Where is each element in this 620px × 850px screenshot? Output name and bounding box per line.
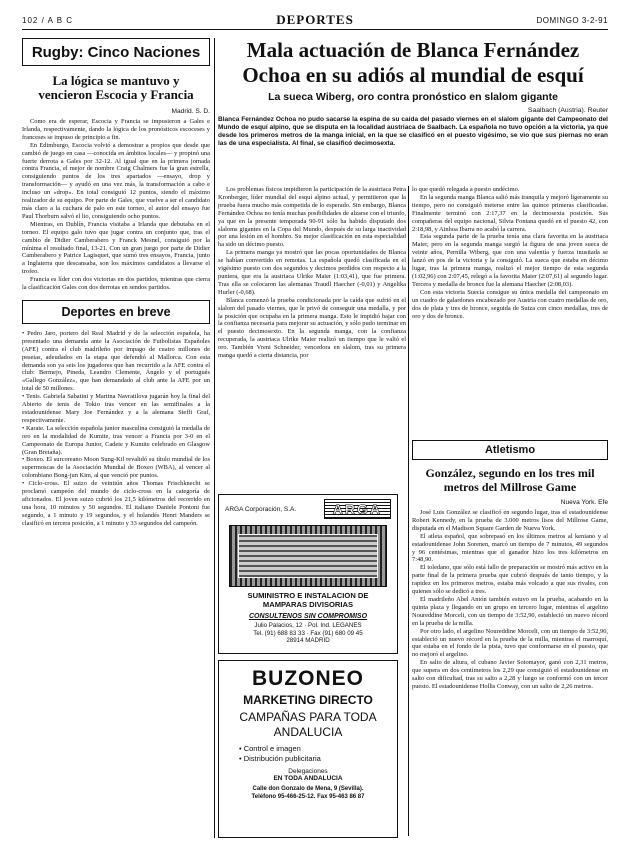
ochoa-body-right xyxy=(412,186,608,434)
paragraph: En salto de altura, el cubano Javier Sotomayor, ganó con 2,31 metros, que supera en dos centímetros los 2,29 que consiguió el estadounidense en salto con dificultad, tras su salto a 2,28 y luego se conformó con un tercer puesto. El estadounidense Hollis Conway, con un salto de 2,26 metros. xyxy=(412,659,608,690)
brief-item: • Boxeo. El surcoreano Moon Sung-Kil revalidó su título mundial de los supermoscas de la Asociación Mundial de Boxeo (WBA), al vencer al colombiano Bong-jun Kim, al que venció por puntos. xyxy=(22,456,210,480)
paragraph: Por otro lado, el argelino Noureddine Morceli, con un tiempo de 3:52,90, estableció un nuevo récord en la prueba de la milla, mientras el marroquí, que estaba en el fondo de la pista, tuvo que conformarse en el puesto, que no mejoró el argelino. xyxy=(412,627,608,659)
ochoa-headline: Mala actuación de Blanca Fernández Ochoa en su adiós al mundial de esquí xyxy=(242,38,584,87)
brief-item: • Pedro Jaro, portero del Real Madrid y de la selección española, ha presentado una demanda ante la Asociación de Futbolistas Españoles (AFE) contra el club madrileño por impago de cuatro millones de pesetas, adeudados en la etapa que defendió al Mallorca. Con esta demanda son ya seis los jugadores que han recurrido a la AFE contra el club: Bermejo, Pineda, Leandro Clemente, Ángelo y el portugués «Gallego González», que han demandado al club ante la AFE por un total de 50 millones. xyxy=(22,329,210,393)
buzoneo-delegations: Delegaciones xyxy=(288,768,328,775)
paragraph: Los problemas físicos impidieron la participación de la austriaca Petra Kronberger, líder mundial del esquí alpino actual, y permitieron que la prueba fuera mucho más competida de lo esperado. Sin embargo, Blanca Fernández Ochoa no tenía muchas posibilidades de alzarse con el triunfo, ya que en la presente temporada 90-91 sólo ha habido disputado dos slaloms gigantes en la Copa del Mundo, después de su larga inactividad por una lesión en el hombro. Su mejor clasificación en esta especialidad ha sido un décimo puesto. xyxy=(218,186,406,249)
buzoneo-advertisement xyxy=(218,660,398,838)
buzoneo-tagline: MARKETING DIRECTO xyxy=(243,693,373,707)
arga-city: 28914 MADRID xyxy=(286,637,330,644)
brief-item: • Karate. La selección española junior masculina consiguió la medalla de oro en la modalidad de Kumite, tras vencer a Francia por 3-0 en el Campeonato de Europa Junior, Cadete y Kumite celebrado en Glasgow (Gran Bretaña). xyxy=(22,424,210,456)
paragraph: Francia es líder con dos victorias en dos partidos, mientras que cierra la clasificación Gales con dos derrotas en sendos partidos. xyxy=(22,276,210,292)
ochoa-byline: Saalbach (Austria). Reuter xyxy=(527,107,608,114)
buzoneo-services xyxy=(239,744,397,764)
brief-item: • Tenis. Gabriela Sabatini y Martina Navratilova jugarán hoy la final del Abierto de tenis de Tokio tras vencer en las semifinales a la estadounidense Mary Joe Fernández y a la alemana Steffi Graf, respectivamente. xyxy=(22,393,210,424)
paragraph: Blanca comenzó la prueba condicionada por la caída que sufrió en el slalom del pasado viernes, que le privó de conseguir una medalla, y por la posición que ocupaba en la primera manga. Esto le impidió bajar con la confianza necesaria para mejorar su actuación, y sólo pudo terminar en el puesto decimosexto. En la segunda manga, con la confianza recuperada, la austriaca Ulrike Maier realizó un tiempo que le valió el oro. También Vreni Schneider, vencedora en slalom, tras su primera manga quedó a cierta distancia, por xyxy=(218,296,406,360)
office-partition-photo xyxy=(229,525,387,587)
rugby-headline: La lógica se mantuvo y vencieron Escocia y Francia xyxy=(38,73,194,102)
arga-address: Julio Palacios, 12 · Pol. Ind. LEGANES xyxy=(254,622,362,629)
paragraph: El atleta español, que sobrepasó en los últimos metros al keniano y al estadounidense John Sorenen, marcó un tiempo de 7 minutos, 49 segundos y 96 centésimas, mientras que el ganador hizo los tres kilómetros en 7:48,90. xyxy=(412,532,608,564)
buzoneo-campaign-line1: CAMPAÑAS PARA TODA xyxy=(239,710,377,724)
buzoneo-region: EN TODA ANDALUCIA xyxy=(273,775,343,782)
left-column xyxy=(22,38,210,528)
paragraph: El madrileño Abel Antón también estuvo en la prueba, acabando en la quinta plaza y llegando en un grupo en tercero lugar, mientras el argelino Noureddine Morceli, con un tiempo de 3:52,90, estableció un nuevo récord en la prueba de la milla. xyxy=(412,595,608,627)
arga-logo: ARGA xyxy=(324,499,391,519)
atletismo-article xyxy=(412,440,608,821)
arga-phone: Tel. (91) 688 83 33 · Fax (91) 680 09 45 xyxy=(253,629,363,637)
arga-line1: SUMINISTRO E INSTALACION DE xyxy=(247,591,369,600)
column-divider xyxy=(408,186,409,836)
arga-company-name: ARGA Corporación, S.A. xyxy=(225,505,297,513)
rugby-byline: Madrid. S. D. xyxy=(171,108,210,115)
paragraph: Con esta victoria Suecia consigue su única medalla del campeonato en un cuadro de galardones encabezado por Austria con cuatro medallas de oro, dos de plata y tres de bronce, seguida de Suiza con cinco medallas, tres de oro y dos de bronce. xyxy=(412,288,608,320)
paragraph: En Edimburgo, Escocia volvió a demostrar a propios que desde que cambió de juego en casa —conocida en ámbitos locales— y propinó una fuerte derrota a Gales por 32-12. Al igual que en la primera jornada contra Francia, el mejor de nombre Craig Chalmers fue la gran estrella, consiguiendo puntos de los tres apartados —ensayo, drop y transformación— y ayudó en una vez más, la transformación a cabo e incluso un «drop». En total consiguió 12 puntos, siendo el máximo realizador de su equipo. Por parte de Gales, que vuelve a ser el candidato más claro a la cuchara de palo en este torneo, el autor del ensayo fue Paul Thorburn salvó el lio, consiguiendo ocho puntos. xyxy=(22,141,210,220)
buzoneo-campaign-line2: ANDALUCIA xyxy=(273,725,343,739)
paragraph: Como era de esperar, Escocia y Francia se impusieron a Gales e Irlanda, respectivamente, dando la lógica de los pronósticos escoceses y franceses se impuso de principio a fin. xyxy=(22,118,210,141)
atletismo-section-header: Atletismo xyxy=(412,440,608,460)
breves-body xyxy=(22,330,210,528)
ochoa-lead: Blanca Fernández Ochoa no pudo sacarse la espina de su caída del pasado viernes en el slalom gigante del Campeonato del Mundo de esquí alpino, que se disputa en la localidad austriaca de Saalbach. La española no tuvo opción a la victoria, ya que desde los primeros metros de la manga inicial, en la que se clasificó en el puesto vigésimo, se vio que sus piernas no eran las de una especialista. Al final, se clasificó decimosexta. xyxy=(218,116,608,147)
issue-date: DOMINGO 3-2-91 xyxy=(536,16,608,25)
paragraph: Mientras, en Dublín, Francia visitaba a Irlanda que debutaba en el torneo. El equipo galo tuvo que jugar contra un conjunto que, tras el cambio de Didier Camberabero y Franck Mesnel, consiguió por la mínima el resultado final, 13-21. Con un gran juego por parte de Didier Camberabero y Patrice Lagisquet, que sumó tres ensayos, Francia, junto a Inglaterra que descansaba, son los máximos candidatos a llevarse el trofeo. xyxy=(22,220,210,276)
paragraph: lo que quedó relegada a puesto undécimo. xyxy=(412,186,520,193)
rugby-section-header: Rugby: Cinco Naciones xyxy=(22,38,210,66)
buzoneo-address: Calle don Gonzalo de Mena, 9 (Sevilla). xyxy=(252,786,364,792)
masthead xyxy=(22,8,608,30)
ochoa-subheadline: La sueca Wiberg, oro contra pronóstico en slalom gigante xyxy=(268,91,558,103)
arga-consult: CONSULTENOS SIN COMPROMISO xyxy=(248,613,368,620)
section-title: DEPORTES xyxy=(276,12,354,27)
rugby-body xyxy=(22,118,210,292)
atletismo-headline: González, segundo en los tres mil metros del Millrose Game xyxy=(425,466,595,494)
breves-section-header: Deportes en breve xyxy=(22,300,210,324)
atletismo-body xyxy=(412,509,608,821)
paragraph: El toledano, que sólo está fallo de preparación se mostró más activo en la parte final de la primera prueba que cubrió después de tanto tiempo, y la rapidez en los primeros metros, estaba más volcado a que sus rivales, con quienes sólo se dedicó a tres. xyxy=(412,564,608,596)
atletismo-byline: Nueva York. Efe xyxy=(560,499,608,506)
paragraph: En la segunda manga Blanca salió más tranquila y mejoró ligeramente su tiempo, pero no consiguió meterse entre las quince primeras clasificadas. Finalmente terminó con 2:17,37 en la decimosexta posición. Sus compañeras del equipo nacional, Silvia Fontana quedó en el puesto 42, con 2:18,98, y Ainhoa Ibarra no acabó la carrera. xyxy=(412,193,608,233)
list-item: • Control e imagen xyxy=(239,744,301,753)
buzoneo-phone: Teléfono 95-466-25-12. Fax 95-463 86 87 xyxy=(251,793,365,800)
list-item: • Distribución publicitaria xyxy=(239,754,321,763)
column-divider xyxy=(214,38,215,838)
arga-advertisement xyxy=(218,494,398,654)
ochoa-body-left xyxy=(218,186,406,486)
arga-line2: MAMPARAS DIVISORIAS xyxy=(262,600,354,609)
paragraph: La primera manga ya mostró que las pocas oportunidades de Blanca se habían convertido en remotas. La española quedó clasificada en el vigésimo puesto con dos segundos y decimos perdidos con respecto a la puntera, que era la austriaca Ulrike Maier (1:03,41), que fue primera. Tras ella se colocaron las alemanas Traudl Haecher (-0,01) y Angelika Hurler (-0,68). xyxy=(218,249,406,296)
paragraph: José Luis González se clasificó en segundo lugar, tras el estadounidense Robert Kennedy, en la prueba de 3.000 metros lisos del Millrose Game, disputada en el Madison Square Garden de Nueva York. xyxy=(412,509,608,532)
brief-item: • Ciclo-cross. El suizo de veintiún años Thomas Frischknecht se proclamó campeón del mundo de ciclo-cross en la categoría de aficionados. El joven suizo cubrió los 21,5 kilómetros del recorrido en una hora, 10 minutos y 50 segundos. El italiano Daniele Pontoni fue segundo, a 1 minuto y 19 segundos, y el holandés Henri Manders se clasificó en tercera posición, a 1 minuto y 33 segundos del campeón. xyxy=(22,480,210,527)
page-number: 102 / A B C xyxy=(22,16,74,25)
paragraph: Esta segunda parte de la prueba tenía una clara favorita en la austriaca Maier, pero en la segunda manga surgió la figura de una joven sueca de veinte años, Pernilla Wiberg, que con una valentía y fuerza inusitada se lanzó en pos de la victoria y la consiguió. La sueca que estaba en décimo lugar, tras la primera manga, realizó el mejor tiempo de esta segunda (1:02,96) con 2:07,45, relegó a la favorita Maier (2:07,61) al segundo lugar. Tercera y medalla de bronce fue la alemana Haecher (2:08,03). xyxy=(412,233,608,288)
ochoa-article-header xyxy=(218,38,608,148)
buzoneo-brand: BUZONEO xyxy=(252,667,364,690)
